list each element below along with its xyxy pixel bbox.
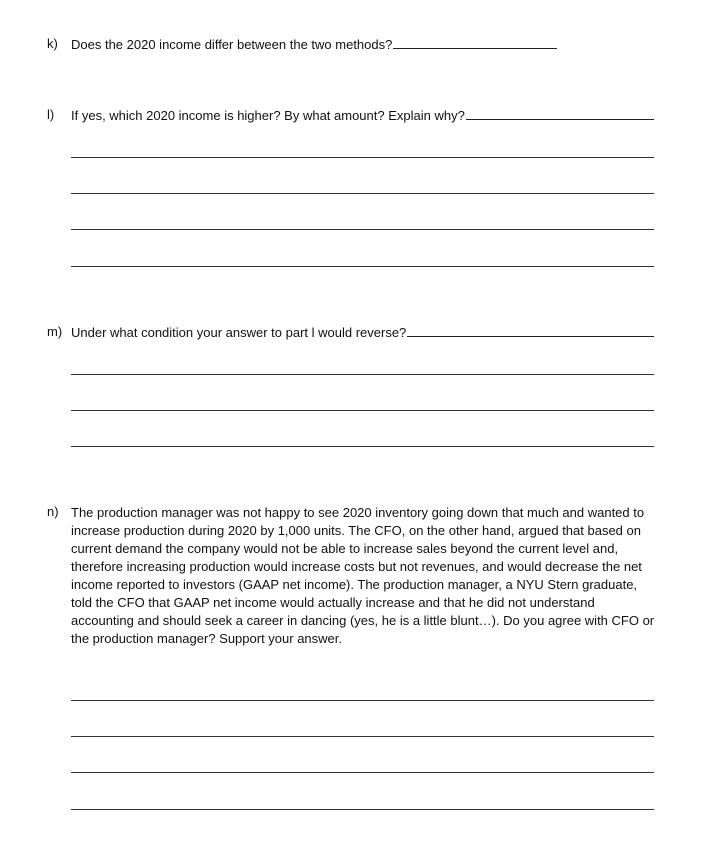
question-k-line [71,36,557,52]
question-l-answer-line-2[interactable] [71,193,654,194]
question-k-letter: k) [47,36,58,51]
question-n-answer-line-1[interactable] [71,700,654,701]
question-m-answer-line-1[interactable] [71,374,654,375]
question-m-answer-blank[interactable] [407,324,654,337]
question-k-text: Does the 2020 income differ between the two methods? [71,37,393,52]
question-n-answer-line-4[interactable] [71,809,654,810]
question-l-answer-line-4[interactable] [71,266,654,267]
question-n-letter: n) [47,504,59,519]
question-m-letter: m) [47,324,63,339]
question-n-answer-line-3[interactable] [71,772,654,773]
question-l-answer-line-3[interactable] [71,229,654,230]
question-m-text: Under what condition your answer to part l would reverse? [71,325,407,340]
question-m-answer-line-3[interactable] [71,446,654,447]
question-n-text: The production manager was not happy to see 2020 inventory going down that much and wanted to increase production during 2020 by 1,000 units. The CFO, on the other hand, argued that based on current demand the company would not be able to increase sales beyond the current level and, therefore increasing production would increase costs but not revenues, and would decrease the net income reported to investors (GAAP net income). The production manager, a NYU Stern graduate, told the CFO that GAAP net income would actually increase and that he did not understand accounting and should seek a career in dancing (yes, he is a little blunt…). Do you agree with CFO or the production manager? Support your answer. [71,505,655,646]
question-l-text: If yes, which 2020 income is higher? By what amount? Explain why? [71,108,465,123]
question-l-answer-line-1[interactable] [71,157,654,158]
question-l-line [71,107,654,123]
question-m-line [71,324,654,340]
question-k-answer-blank[interactable] [393,36,557,49]
question-l-answer-blank[interactable] [466,107,654,120]
question-l-letter: l) [47,107,55,122]
question-m-answer-line-2[interactable] [71,410,654,411]
question-n-answer-line-2[interactable] [71,736,654,737]
